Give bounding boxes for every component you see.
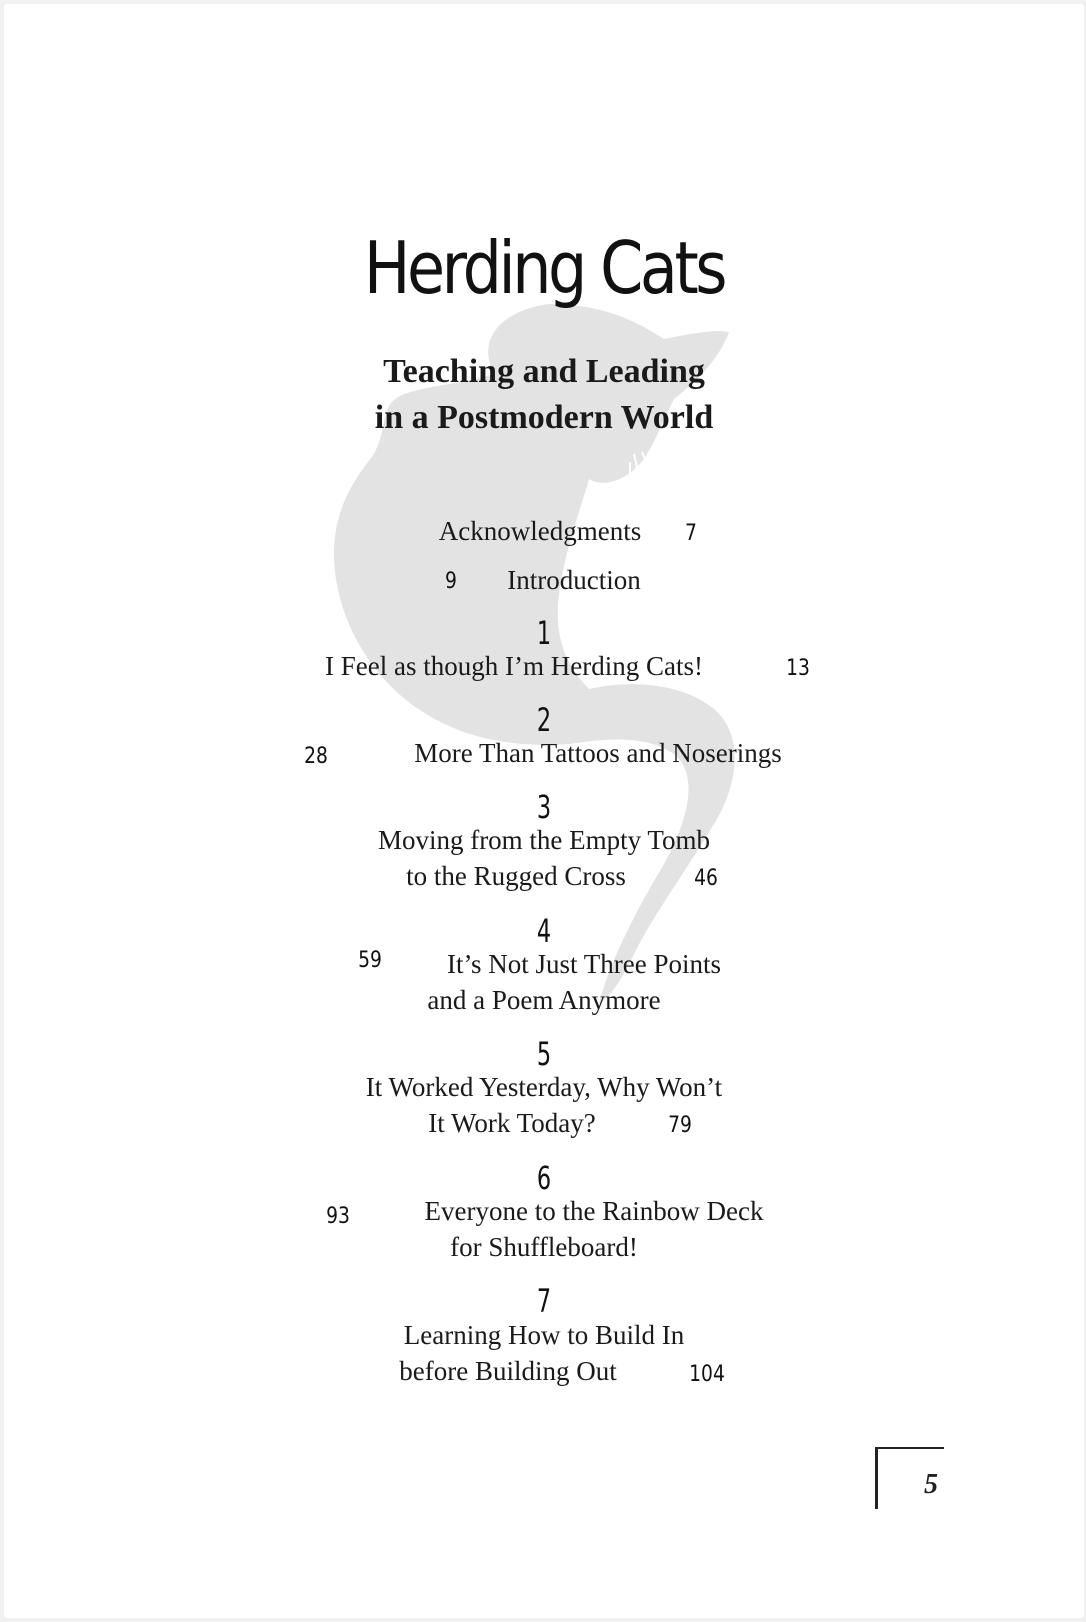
toc-chapter-1-title[interactable]: I Feel as though I’m Herding Cats!: [325, 651, 703, 681]
toc-chapter-5-title-line-2[interactable]: It Work Today?: [428, 1108, 596, 1138]
toc-introduction[interactable]: [34, 565, 1084, 596]
toc-chapter-5-page: 79: [668, 1113, 692, 1138]
toc-chapter-2-title[interactable]: More Than Tattoos and Noserings: [414, 738, 782, 768]
page-number: 5: [924, 1469, 938, 1500]
toc-acknowledgments-page: 7: [685, 521, 697, 546]
subtitle-line-1: Teaching and Leading: [383, 353, 705, 390]
toc-acknowledgments-label: Acknowledgments: [438, 516, 642, 546]
chapter-number: 2: [536, 701, 552, 739]
chapter-number: 3: [536, 788, 552, 826]
book-subtitle: [4, 349, 1084, 441]
toc-chapter-4-page: 59: [358, 948, 382, 973]
toc-chapter-7-title-line-1[interactable]: Learning How to Build In: [403, 1320, 685, 1350]
toc-chapter-3-page: 46: [694, 866, 718, 891]
toc-acknowledgments[interactable]: [4, 516, 1080, 547]
chapter-number: 1: [536, 614, 552, 652]
toc-chapter-6-title-line-1[interactable]: Everyone to the Rainbow Deck: [424, 1196, 764, 1226]
toc-chapter-3-title-line-1[interactable]: Moving from the Empty Tomb: [377, 825, 711, 855]
book-page: [4, 4, 1084, 1618]
toc-introduction-page: 9: [445, 569, 457, 594]
chapter-number: 7: [536, 1282, 552, 1320]
toc-chapter-7-page: 104: [689, 1362, 725, 1387]
toc-chapter-4-title-line-2[interactable]: and a Poem Anymore: [427, 985, 661, 1015]
toc-chapter-5-title-line-1[interactable]: It Worked Yesterday, Why Won’t: [365, 1072, 723, 1102]
chapter-number: 4: [536, 912, 552, 950]
toc-chapter-4-title-line-1[interactable]: It’s Not Just Three Points: [446, 949, 721, 979]
toc-chapter-3-title-line-2[interactable]: to the Rugged Cross: [406, 861, 626, 891]
toc-chapter-1-page: 13: [786, 656, 810, 681]
subtitle-line-2: in a Postmodern World: [374, 399, 714, 436]
toc-chapter-7-title-line-2[interactable]: before Building Out: [399, 1356, 617, 1386]
book-title: Herding Cats: [363, 226, 725, 310]
toc-chapter-2-page: 28: [304, 744, 328, 769]
toc-introduction-label: Introduction: [507, 565, 641, 595]
chapter-number: 6: [536, 1159, 552, 1197]
toc-chapter-6-title-line-2[interactable]: for Shuffleboard!: [450, 1232, 638, 1262]
toc-chapter-6-page: 93: [326, 1204, 350, 1229]
chapter-number: 5: [536, 1035, 552, 1073]
